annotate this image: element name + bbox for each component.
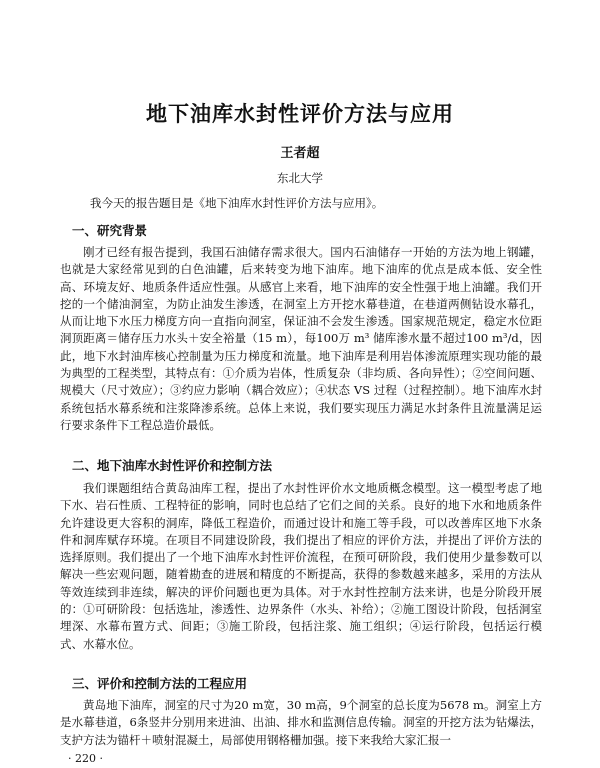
section-paragraph-3: 黄岛地下油库，洞室的尺寸为20 m宽，30 m高，9个洞室的总长度为5678 m。洞室上方是水幕巷道，6条竖井分别用来进油、出油、排水和监测信息传输。洞室的开挖方法为钻爆法，支护方法为锚杆＋喷射混凝土，局部使用钢格栅加强。接下来我给大家汇报一 [60,698,542,747]
section-heading-3: 三、评价和控制方法的工程应用 [72,676,248,691]
section-heading-1: 一、研究背景 [72,223,148,238]
section-paragraph-2: 我们课题组结合黄岛油库工程，提出了水封性评价水文地质概念模型。这一模型考虑了地下水、岩石性质、工程特征的影响，同时也总结了它们之间的关系。良好的地下水和地质条件允许建设更大容积的洞库，降低工程造价，而通过设计和施工等手段，可以改善库区地下水条件和洞库赋存环境。在项目不同建设阶段，我们提出了相应的评价方法，并提出了评价方法的选择原则。我们提出了一个地下油库水封性评价流程，在预可研阶段，我们使用少量参数可以解决一些宏观问题，随着勘查的进展和精度的不断提高，获得的参数越来越多，采用的方法从等效连续到非连续，解决的评价问题也更为具体。对于水封性控制方法来讲，也是分阶段开展的：①可研阶段：包括选址，渗透性、边界条件（水头、补给）；②施工图设计阶段，包括洞室埋深、水幕布置方式、间距；③施工阶段，包括注浆、施工组织；④运行阶段，包括运行模式、水幕水位。 [60,481,542,651]
author-name: 王者超 [280,146,320,161]
paper-title: 地下油库水封性评价方法与应用 [146,101,454,126]
page-number: · 220 · [68,752,103,765]
section-heading-2: 二、地下油库水封性评价和控制方法 [72,458,273,473]
section-paragraph-1: 刚才已经有报告提到，我国石油储存需求很大。国内石油储存一开始的方法为地上钢罐，也就是大家经常见到的白色油罐，后来转变为地下油库。地下油库的优点是成本低、安全性高、环境友好、地质条件适应性强。从感官上来看，地下油库的安全性强于地上油罐。我们开挖的一个储油洞室，为防止油发生渗透，在洞室上方开挖水幕巷道，在巷道两侧钻设水幕孔，从而让地下水压力梯度方向一直指向洞室，保证油不会发生渗透。国家规范规定，稳定水位距洞顶距离＝储存压力水头＋安全裕量（15 m），每100万 m³ 储库渗水量不超过100 m³/d，因此，地下水封油库核心控制量为压力梯度和流量。地下油库是利用岩体渗流原理实现功能的最为典型的工程类型，其特点有：①介质为岩体，性质复杂（非均质、各向异性）；②空间问题、规模大（尺寸效应）；③约应力影响（耦合效应）；④状态 VS 过程（过程控制）。地下油库水封系统包括水幕系统和注浆降渗系统。总体上来说，我们要实现压力满足水封条件且流量满足运行要求条件下工程总造价最低。 [60,245,542,432]
intro-sentence: 我今天的报告题目是《地下油库水封性评价方法与应用》。 [90,196,384,210]
affiliation: 东北大学 [277,171,323,185]
